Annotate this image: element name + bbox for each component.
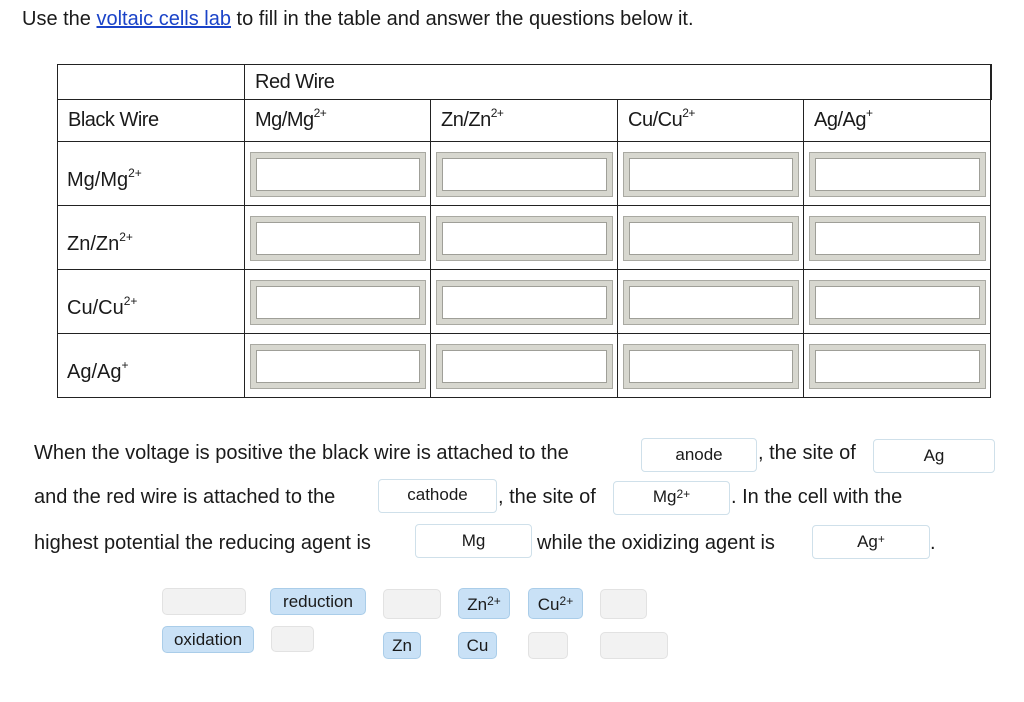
- cell-mg-zn: [431, 142, 618, 206]
- red-wire-header: Red Wire: [245, 65, 991, 100]
- cell-cu-ag: [804, 270, 991, 334]
- cell-mg-cu: [618, 142, 804, 206]
- instruction-before: Use the: [22, 8, 97, 30]
- cell-cu-zn: [431, 270, 618, 334]
- sentence-part-1: When the voltage is positive the black wire is attached to the: [34, 442, 569, 464]
- empty-chip-slot: [271, 626, 314, 652]
- answer-input[interactable]: [624, 217, 798, 260]
- black-wire-header: Black Wire: [58, 100, 245, 142]
- blank-black-wire-electrode[interactable]: anode: [641, 438, 757, 472]
- sentence-part-4: , the site of: [498, 486, 596, 508]
- answer-input[interactable]: [810, 345, 985, 388]
- sentence-part-3: and the red wire is attached to the: [34, 486, 336, 508]
- answer-input[interactable]: [624, 345, 798, 388]
- answer-input[interactable]: [251, 281, 425, 324]
- answer-input[interactable]: [810, 281, 985, 324]
- cell-ag-mg: [245, 334, 431, 398]
- cell-ag-cu: [618, 334, 804, 398]
- cell-zn-mg: [245, 206, 431, 270]
- chip-zn2plus[interactable]: $Zn^{2+}$: [458, 588, 510, 619]
- answer-input[interactable]: [810, 217, 985, 260]
- blank-black-wire-site[interactable]: Ag: [873, 439, 995, 473]
- cell-zn-cu: [618, 206, 804, 270]
- answer-input[interactable]: [251, 217, 425, 260]
- sentence-part-5: . In the cell with the: [731, 486, 903, 508]
- sentence-part-6: highest potential the reducing agent is: [34, 532, 371, 554]
- chip-cu2plus[interactable]: $Cu^{2+}$: [528, 588, 583, 619]
- cell-mg-mg: [245, 142, 431, 206]
- voltaic-table: [57, 64, 992, 398]
- empty-chip-slot: [528, 632, 568, 659]
- cell-ag-ag: [804, 334, 991, 398]
- cell-cu-cu: [618, 270, 804, 334]
- answer-input[interactable]: [251, 153, 425, 196]
- row-header-mg: $Mg/Mg^{2+}$: [58, 142, 245, 206]
- blank-reducing-agent[interactable]: Mg: [415, 524, 532, 558]
- empty-chip-slot: [600, 589, 647, 619]
- corner-cell: [58, 65, 245, 100]
- instruction-text: [22, 8, 694, 31]
- voltaic-cells-lab-link[interactable]: voltaic cells lab: [96, 8, 231, 30]
- cell-zn-ag: [804, 206, 991, 270]
- col-header-zn: $Zn/Zn^{2+}$: [431, 100, 618, 142]
- blank-oxidizing-agent[interactable]: Ag+: [812, 525, 930, 559]
- col-header-cu: $Cu/Cu^{2+}$: [618, 100, 804, 142]
- chip-reduction[interactable]: reduction: [270, 588, 366, 615]
- cell-cu-mg: [245, 270, 431, 334]
- cell-mg-ag: [804, 142, 991, 206]
- cell-ag-zn: [431, 334, 618, 398]
- answer-input[interactable]: [624, 153, 798, 196]
- answer-input[interactable]: [437, 217, 612, 260]
- chip-cu[interactable]: Cu: [458, 632, 497, 659]
- row-header-zn: $Zn/Zn^{2+}$: [58, 206, 245, 270]
- answer-input[interactable]: [437, 281, 612, 324]
- empty-chip-slot: [162, 588, 246, 615]
- empty-chip-slot: [600, 632, 668, 659]
- answer-input[interactable]: [810, 153, 985, 196]
- sentence-part-2: , the site of: [758, 442, 856, 464]
- instruction-after: to fill in the table and answer the questions below it.: [231, 8, 694, 30]
- answer-input[interactable]: [437, 153, 612, 196]
- answer-input[interactable]: [251, 345, 425, 388]
- col-header-ag: Ag/Ag+: [804, 100, 991, 142]
- sentence-part-7: while the oxidizing agent is: [537, 532, 775, 554]
- row-header-ag: Ag/Ag+: [58, 334, 245, 398]
- col-header-mg: $Mg/Mg^{2+}$: [245, 100, 431, 142]
- answer-input[interactable]: [624, 281, 798, 324]
- answer-input[interactable]: [437, 345, 612, 388]
- sentence-part-8: .: [930, 532, 936, 554]
- chip-zn[interactable]: Zn: [383, 632, 421, 659]
- row-header-cu: $Cu/Cu^{2+}$: [58, 270, 245, 334]
- cell-zn-zn: [431, 206, 618, 270]
- empty-chip-slot: [383, 589, 441, 619]
- blank-red-wire-electrode[interactable]: cathode: [378, 479, 497, 513]
- blank-red-wire-site[interactable]: $Mg^{2+}$: [613, 481, 730, 515]
- chip-oxidation[interactable]: oxidation: [162, 626, 254, 653]
